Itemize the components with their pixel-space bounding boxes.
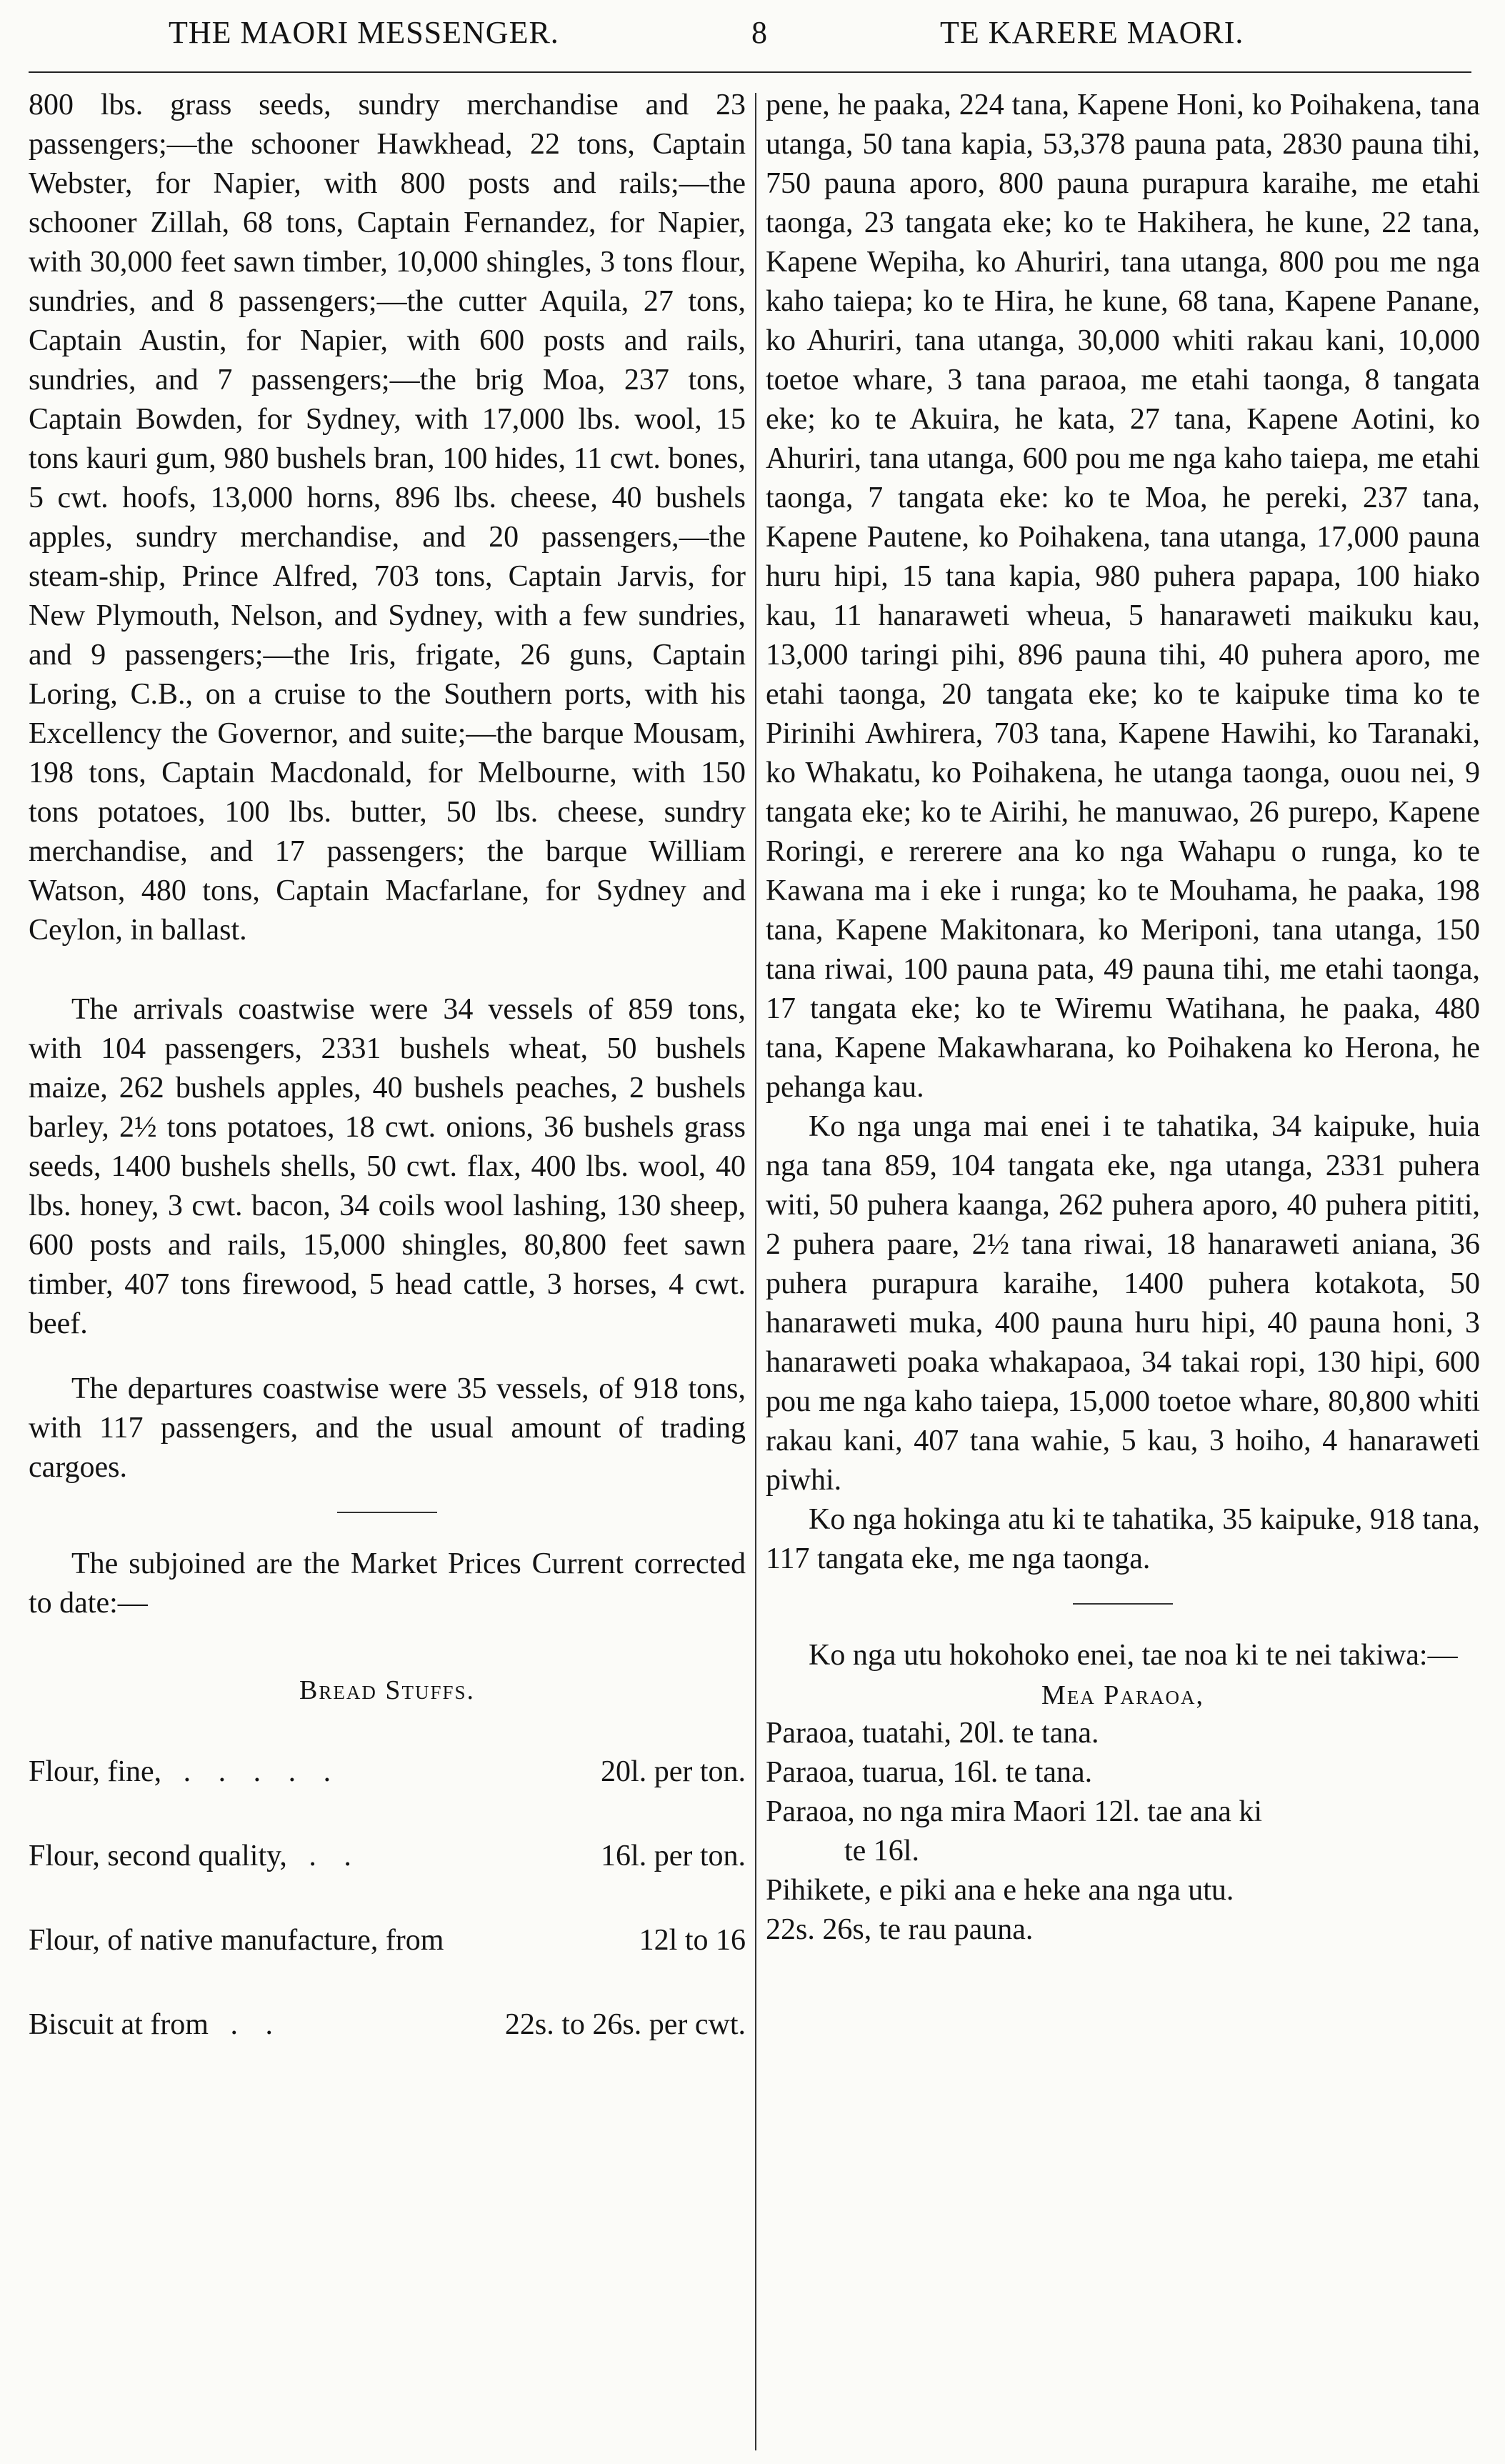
maori-arrivals-paragraph: Ko nga unga mai enei i te tahatika, 34 kaipuke, huia nga tana 859, 104 tangata eke, nga utanga, 2331 puhera witi, 50 puhera kaanga, 262 puhera aporo, 40 puhera pititi, 2 puhera paare, 2½ tana riwai, 18 hanaraweti aniana, 36 puhera purapura karaihe, 1400 puhera kotakota, 50 hanaraweti muka, 400 pauna huru hipi, 40 pauna honi, 3 hanaraweti poaka whakapaoa, 34 takai ropi, 130 hipi, 600 pou me nga kaho taiepa, 15,000 toetoe whare, 80,800 whiti rakau kani, 407 tana wahie, 5 kau, 3 hoiho, 4 hanaraweti piwhi.	[766, 1110, 1480, 1497]
price-value: 20l. per ton.	[601, 1755, 746, 1788]
header-maori-title: TE KARERE MAORI.	[940, 15, 1244, 50]
maori-price-line: Paraoa, tuarua, 16l. te tana.	[766, 1756, 1093, 1789]
price-item: Flour, fine, . . . . .	[29, 1755, 341, 1788]
price-item: Flour, of native manufacture, from	[29, 1924, 444, 1957]
maori-departures-continued: pene, he paaka, 224 tana, Kapene Honi, ko Poihakena, tana utanga, 50 tana kapia, 53,378 pauna pata, 2830 pauna tihi, 750 pauna aporo, 800 pauna purapura karaihe, me etahi taonga, 23 tangata eke; ko te Hakihera, he kune, 22 tana, Kapene Wepiha, ko Ahuriri, tana utanga, 800 pou me nga kaho taiepa; ko te Hira, he kune, 68 tana, Kapene Panane, ko Ahuriri, tana utanga, 30,000 whiti rakau kani, 10,000 toetoe whare, 3 tana paraoa, me etahi taonga, 8 tangata eke; ko te Akuira, he kata, 27 tana, Kapene Aotini, ko Ahuriri, tana utanga, 600 pou me nga kaho taiepa, me etahi taonga, 7 tangata eke: ko te Moa, he pereki, 237 tana, Kapene Pautene, ko Poihakena, tana utanga, 17,000 pauna huru hipi, 15 tana kapia, 980 puhera papapa, 100 hiako kau, 11 hanaraweti wheua, 5 hanaraweti maikuku kau, 13,000 taringi pihi, 896 pauna tihi, 40 puhera aporo, me etahi taonga, 20 tangata eke; ko te kaipuke tima ko te Pirinihi Awhirera, 703 tana, Kapene Hawihi, ko Taranaki, ko Whakatu, ko Poihakena, he utanga taonga, ouou nei, 9 tangata eke; ko te Airihi, he manuwao, 26 purepo, Kapene Roringi, e rererere ana ko nga Wahapu o runga, ko te Kawana ma i eke i runga; ko te Mouhama, he paaka, 198 tana, Kapene Makitonara, ko Meriponi, tana utanga, 150 tana riwai, 100 pauna pata, 49 pauna tihi, me etahi taonga, 17 tangata eke; ko te Wiremu Watihana, he paaka, 480 tana, Kapene Makawharana, ko Poihakena ko Herona, he pehanga kau.	[766, 89, 1480, 1104]
section-rule	[1073, 1603, 1173, 1605]
page-number: 8	[751, 15, 768, 50]
price-value: 12l to 16	[639, 1924, 746, 1957]
column-divider	[755, 93, 756, 2450]
english-market-intro: The subjoined are the Market Prices Current corrected to date:—	[29, 1547, 746, 1620]
maori-column	[766, 86, 1480, 1950]
maori-price-continuation: te 16l.	[844, 1835, 919, 1867]
price-value: 22s. to 26s. per cwt.	[504, 2008, 746, 2041]
english-column	[29, 86, 746, 2092]
maori-section-title: Mea Paraoa,	[1041, 1680, 1204, 1710]
maori-price-line: Paraoa, no nga mira Maori 12l. tae ana ki	[766, 1795, 1263, 1828]
maori-departures-paragraph: Ko nga hokinga atu ki te tahatika, 35 kaipuke, 918 tana, 117 tangata eke, me nga taonga.	[766, 1503, 1480, 1575]
english-departures-paragraph: The departures coastwise were 35 vessels, of 918 tons, with 117 passengers, and the usual amount of trading cargoes.	[29, 1372, 746, 1484]
header-english-title: THE MAORI MESSENGER.	[169, 15, 559, 50]
maori-price-line: Pihikete, e piki ana e heke ana nga utu.	[766, 1874, 1234, 1907]
english-departures-continued: 800 lbs. grass seeds, sundry merchandise and 23 passengers;—the schooner Hawkhead, 22 tons, Captain Webster, for Napier, with 800 posts and rails;—the schooner Zillah, 68 tons, Captain Fernandez, for Napier, with 30,000 feet sawn timber, 10,000 shingles, 3 tons flour, sundries, and 8 passengers;—the cutter Aquila, 27 tons, Captain Austin, for Napier, with 600 posts and rails, sundries, and 7 passengers;—the brig Moa, 237 tons, Captain Bowden, for Sydney, with 17,000 lbs. wool, 15 tons kauri gum, 980 bushels bran, 100 hides, 11 cwt. bones, 5 cwt. hoofs, 13,000 horns, 896 lbs. cheese, 40 bushels apples, sundry merchandise, and 20 passengers,—the steam-ship, Prince Alfred, 703 tons, Captain Jarvis, for New Plymouth, Nelson, and Sydney, with a few sundries, and 9 passengers;—the Iris, frigate, 26 guns, Captain Loring, C.B., on a cruise to the Southern ports, with his Excellency the Governor, and suite;—the barque Mousam, 198 tons, Captain Macdonald, for Melbourne, with 150 tons potatoes, 100 lbs. butter, 50 lbs. cheese, sundry merchandise, and 17 passengers; the barque William Watson, 480 tons, Captain Macfarlane, for Sydney and Ceylon, in ballast.	[29, 89, 746, 947]
header-rule	[29, 71, 1471, 73]
price-row	[29, 1755, 746, 1799]
section-rule	[337, 1512, 437, 1513]
maori-price-line: 22s. 26s, te rau pauna.	[766, 1913, 1034, 1946]
price-row	[29, 2007, 746, 2052]
maori-market-intro: Ko nga utu hokohoko enei, tae noa ki te nei takiwa:—	[809, 1639, 1458, 1672]
price-item: Flour, second quality, . .	[29, 1840, 361, 1872]
english-section-title: Bread Stuffs.	[299, 1675, 476, 1705]
price-row	[29, 1923, 746, 1967]
price-value: 16l. per ton.	[601, 1840, 746, 1872]
maori-price-line: Paraoa, tuatahi, 20l. te tana.	[766, 1717, 1099, 1750]
price-row	[29, 1839, 746, 1883]
price-item: Biscuit at from . .	[29, 2008, 283, 2041]
page-header	[0, 10, 1505, 61]
english-arrivals-paragraph: The arrivals coastwise were 34 vessels of 859 tons, with 104 passengers, 2331 bushels wheat, 50 bushels maize, 262 bushels apples, 40 bushels peaches, 2 bushels barley, 2½ tons potatoes, 18 cwt. onions, 36 bushels grass seeds, 1400 bushels shells, 50 cwt. flax, 400 lbs. wool, 40 lbs. honey, 3 cwt. bacon, 34 coils wool lashing, 130 sheep, 600 posts and rails, 15,000 shingles, 80,800 feet sawn timber, 407 tons firewood, 5 head cattle, 3 horses, 4 cwt. beef.	[29, 993, 746, 1340]
